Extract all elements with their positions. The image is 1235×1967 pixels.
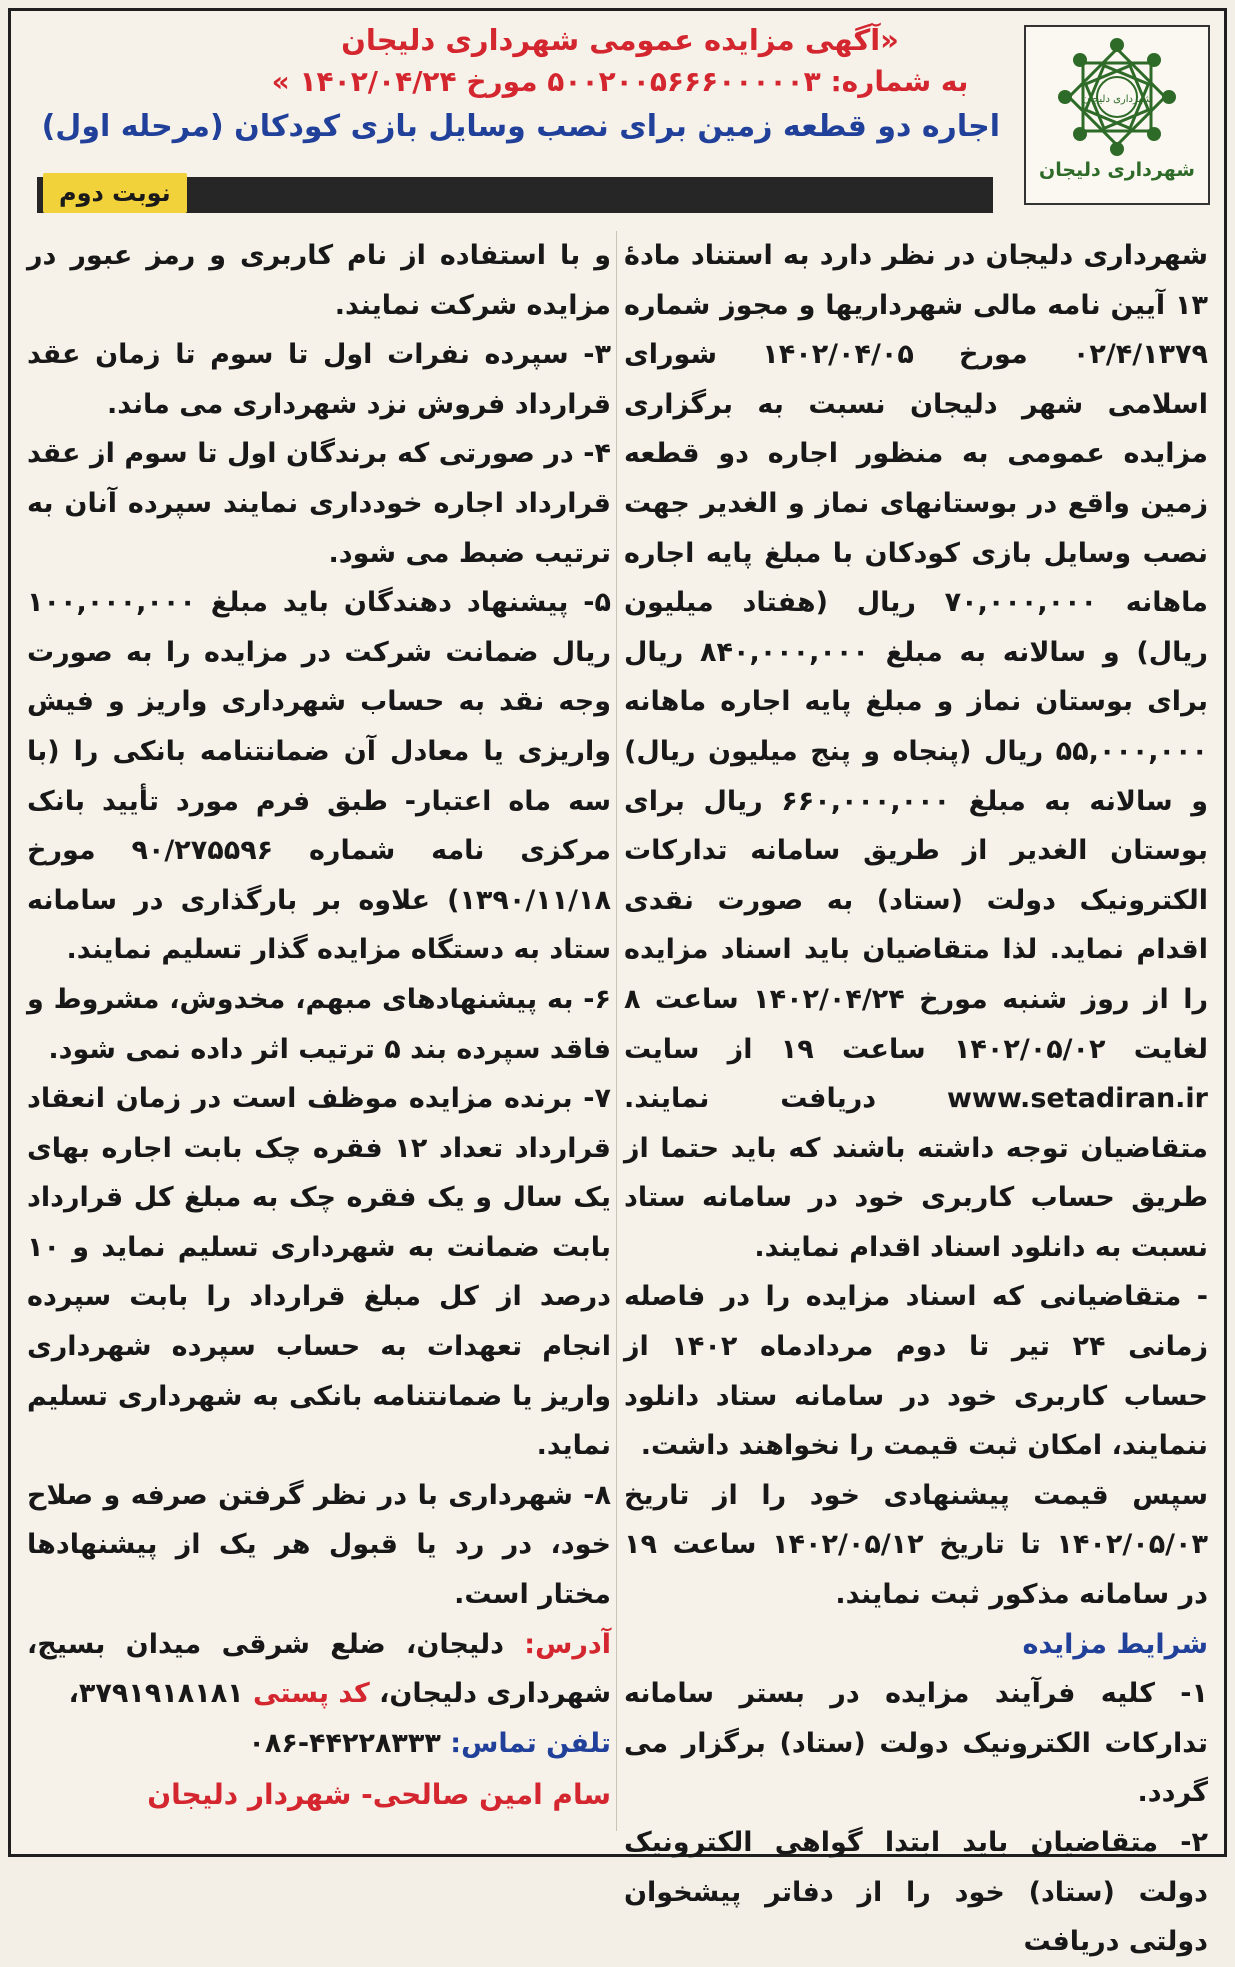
logo-inner-text: شهرداری دلیجان [1082,94,1152,105]
round-bar [37,177,993,213]
condition-5: ۵- پیشنهاد دهندگان باید مبلغ ۱۰۰,۰۰۰,۰۰۰ ریال ضمانت شرکت در مزایده را به صورت وجه نقد به حساب شهرداری واریز و فیش واریزی یا معادل آن ضمانتنامه بانکی را (با سه ماه اعتبار- طبق فرم مورد تأیید بانک مرکزی نامه شماره ۹۰/۲۷۵۵۹۶ مورخ ۱۳۹۰/۱۱/۱۸) علاوه بر بارگذاری در سامانه ستاد به دستگاه مزایده گذار تسلیم نمایند. [27,587,611,966]
address-label: آدرس: [524,1628,611,1660]
condition-2-continued: و با استفاده از نام کاربری و رمز عبور در مزایده شرکت نمایند. [27,240,611,321]
condition-4: ۴- در صورتی که برندگان اول تا سوم از عقد قرارداد اجاره خودداری نمایند سپرده آنان به ترتیب ضبط می شود. [27,438,611,569]
intro-paragraph: شهرداری دلیجان در نظر دارد به استناد مادهٔ ۱۳ آیین نامه مالی شهرداریها و مجوز شماره ۰۲/۴/۱۳۷۹ مورخ ۱۴۰۲/۰۴/۰۵ شورای اسلامی شهر دلیجان نسبت به برگزاری مزایده عمومی به منظور اجاره دو قطعه زمین واقع در بوستانهای نماز و الغدیر جهت نصب وسایل بازی کودکان با مبلغ پایه اجاره ماهانه ۷۰,۰۰۰,۰۰۰ ریال (هفتاد میلیون ریال) و سالانه به مبلغ ۸۴۰,۰۰۰,۰۰۰ ریال برای بوستان نماز و مبلغ پایه اجاره ماهانه ۵۵,۰۰۰,۰۰۰ ریال (پنجاه و پنج میلیون ریال) و سالانه به مبلغ ۶۶۰,۰۰۰,۰۰۰ ریال برای بوستان الغدیر از طریق سامانه تدارکات الکترونیک دولت (ستاد) به صورت نقدی اقدام نماید. لذا متقاضیان باید اسناد مزایده را از روز شنبه مورخ ۱۴۰۲/۰۴/۲۴ ساعت ۸ لغایت ۱۴۰۲/۰۵/۰۲ ساعت ۱۹ از سایت www.setadiran.ir دریافت نمایند. متقاضیان توجه داشته باشند که باید حتما از طریق حساب کاربری خود در سامانه ستاد نسبت به دانلود اسناد اقدام نمایند. [624,240,1209,1263]
address-line [27,1620,611,1719]
condition-8: ۸- شهرداری با در نظر گرفتن صرفه و صلاح خود، در رد یا قبول هر یک از پیشنهادها مختار است. [27,1479,611,1611]
phone-line [27,1719,611,1769]
notice-subject: اجاره دو قطعه زمین برای نصب وسایل بازی کودکان (مرحله اول) [41,109,1000,144]
column-divider [616,231,617,1831]
bid-period-note: سپس قیمت پیشنهادی خود را از تاریخ ۱۴۰۲/۰۵/۰۳ تا تاریخ ۱۴۰۲/۰۵/۱۲ ساعت ۱۹ در سامانه مذکور ثبت نمایند. [624,1479,1208,1611]
postal-code-label: کد پستی [243,1678,380,1710]
condition-2: ۲- متقاضیان باید ابتدا گواهی الکترونیک دولت (ستاد) خود را از دفاتر پیشخوان دولتی دریافت [624,1827,1208,1958]
condition-1: ۱- کلیه فرآیند مزایده در بستر سامانه تدارکات الکترونیک دولت (ستاد) برگزار می گردد. [624,1678,1208,1809]
postal-code-value: ۳۷۹۱۹۱۸۱۸۱، [68,1678,244,1710]
title-block [41,19,1000,151]
left-column [27,231,611,1820]
download-note: - متقاضیانی که اسناد مزایده را در فاصله زمانی ۲۴ تیر تا دوم مردادماه ۱۴۰۲ از حساب کاربری خود در سامانه ستاد دانلود ننمایند، امکان ثبت قیمت را نخواهند داشت. [624,1281,1208,1462]
right-column [624,231,1208,1967]
notice-header [11,11,1224,223]
round-badge: نوبت دوم [43,173,187,213]
condition-3: ۳- سپرده نفرات اول تا سوم تا زمان عقد قرارداد فروش نزد شهرداری می ماند. [27,339,611,420]
conditions-heading: شرایط مزایده [1022,1628,1208,1660]
phone-value: ۴۴۲۲۸۳۳۳-۰۸۶ [248,1727,441,1759]
notice-number: به شماره: ۵۰۰۲۰۰۵۶۶۶۰۰۰۰۰۳ مورخ ۱۴۰۲/۰۴/۲۴ » [271,65,969,98]
logo-caption: شهرداری دلیجان [1039,159,1195,181]
condition-7: ۷- برنده مزایده موظف است در زمان انعقاد قرارداد تعداد ۱۲ فقره چک بابت اجاره بهای یک سال و یک فقره چک به مبلغ کل قرارداد بابت ضمانت به شهرداری تسلیم نماید و ۱۰ درصد از کل مبلغ قرارداد را بابت سپرده انجام تعهدات به حساب سپرده شهرداری واریز یا ضمانتنامه بانکی به شهرداری تسلیم نماید. [27,1083,611,1462]
phone-label: تلفن تماس: [440,1727,611,1759]
address-value: دلیجان، ضلع شرقی میدان بسیج، شهرداری دلیجان، [27,1628,611,1710]
municipality-logo [1024,25,1210,205]
emblem-icon [1057,37,1177,157]
notice-title: «آگهی مزایده عمومی شهرداری دلیجان [341,23,899,57]
notice-page [8,8,1227,1958]
condition-6: ۶- به پیشنهادهای مبهم، مخدوش، مشروط و فاقد سپرده بند ۵ ترتیب اثر داده نمی شود. [27,983,611,1065]
mayor-signature: سام امین صالحی- شهردار دلیجان [147,1778,611,1812]
